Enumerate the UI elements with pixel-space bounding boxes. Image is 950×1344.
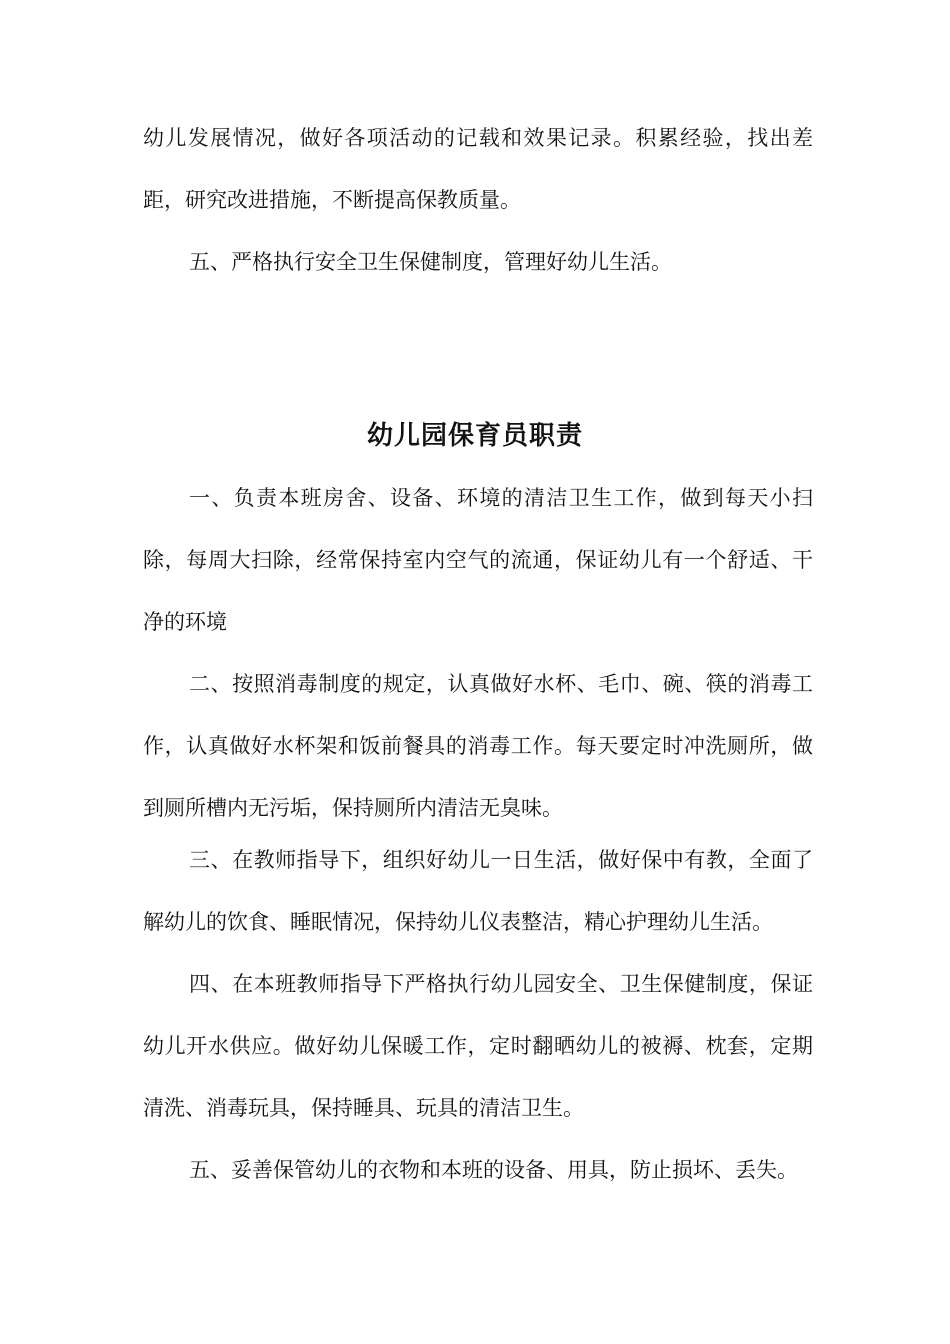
duty-paragraph-1: 一、负责本班房舍、设备、环境的清洁卫生工作，做到每天小扫除，每周大扫除，经常保持室内空气的流通，保证幼儿有一个舒适、干净的环境 bbox=[143, 486, 813, 634]
duty-paragraph-4: 四、在本班教师指导下严格执行幼儿园安全、卫生保健制度，保证幼儿开水供应。做好幼儿保暖工作，定时翻晒幼儿的被褥、枕套，定期清洗、消毒玩具，保持睡具、玩具的清洁卫生。 bbox=[143, 972, 813, 1120]
duty-paragraph-3: 三、在教师指导下，组织好幼儿一日生活，做好保中有教，全面了解幼儿的饮食、睡眠情况，保持幼儿仪表整洁，精心护理幼儿生活。 bbox=[143, 848, 813, 934]
duty-paragraph-2: 二、按照消毒制度的规定，认真做好水杯、毛巾、碗、筷的消毒工作，认真做好水杯架和饭前餐具的消毒工作。每天要定时冲洗厕所，做到厕所槽内无污垢，保持厕所内清洁无臭味。 bbox=[143, 672, 813, 820]
previous-section-item-five: 五、严格执行安全卫生保健制度，管理好幼儿生活。 bbox=[189, 250, 672, 274]
duty-paragraph-5: 五、妥善保管幼儿的衣物和本班的设备、用具，防止损坏、丢失。 bbox=[189, 1158, 798, 1182]
section-title: 幼儿园保育员职责 bbox=[366, 421, 583, 451]
previous-section-continuation: 幼儿发展情况，做好各项活动的记载和效果记录。积累经验，找出差距，研究改进措施，不断提高保教质量。 bbox=[143, 126, 813, 212]
